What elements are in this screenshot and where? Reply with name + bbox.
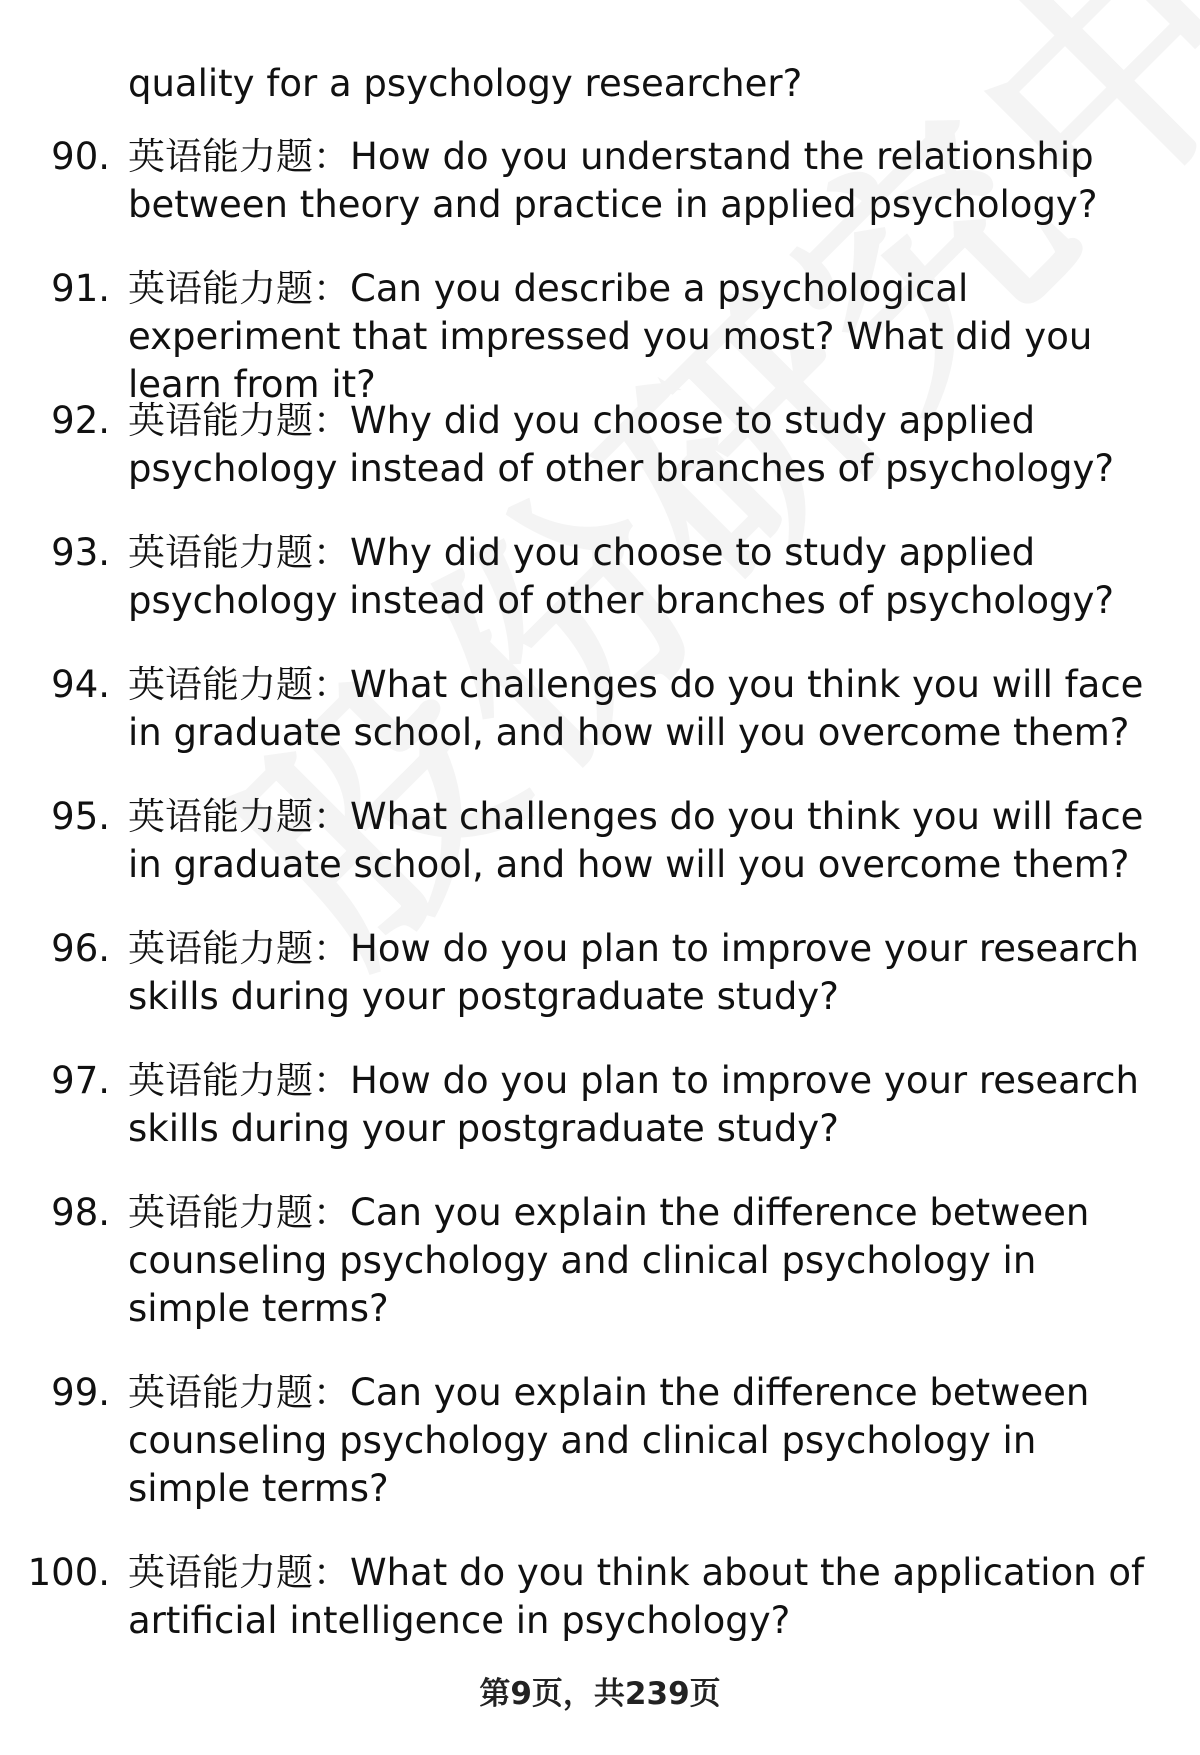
question-label: 英语能力题： — [128, 135, 350, 178]
question-body: What do you think about the application of artificial intelligence in psychology? — [128, 1551, 1145, 1642]
question-number: 90. — [51, 135, 110, 178]
question-body: Can you describe a psychological experiment that impressed you most? What did you learn from it? — [128, 267, 1093, 406]
question-number: 98. — [51, 1191, 110, 1234]
question-number: 95. — [51, 795, 110, 838]
question-text — [128, 1057, 1148, 1153]
question-body: How do you plan to improve your research skills during your postgraduate study? — [128, 1059, 1139, 1150]
question-body: Why did you choose to study applied psychology instead of other branches of psychology? — [128, 399, 1114, 490]
question-body: How do you understand the relationship between theory and practice in applied psychology? — [128, 135, 1098, 226]
question-number: 91. — [51, 267, 110, 310]
question-text — [128, 265, 1148, 409]
question-label: 英语能力题： — [128, 663, 350, 706]
question-body: What challenges do you think you will face in graduate school, and how will you overcome them? — [128, 663, 1144, 754]
question-label: 英语能力题： — [128, 267, 350, 310]
question-number: 99. — [51, 1371, 110, 1414]
question-label: 英语能力题： — [128, 399, 350, 442]
question-body: Can you explain the difference between counseling psychology and clinical psychology in simple terms? — [128, 1371, 1090, 1510]
question-body: How do you plan to improve your research skills during your postgraduate study? — [128, 927, 1139, 1018]
question-body: What challenges do you think you will face in graduate school, and how will you overcome them? — [128, 795, 1144, 886]
question-number: 96. — [51, 927, 110, 970]
continuation-text: quality for a psychology researcher? — [128, 62, 803, 105]
question-text — [128, 1549, 1148, 1645]
question-text — [128, 925, 1148, 1021]
question-body: Can you explain the difference between counseling psychology and clinical psychology in simple terms? — [128, 1191, 1090, 1330]
question-number: 93. — [51, 531, 110, 574]
question-text — [128, 661, 1148, 757]
question-label: 英语能力题： — [128, 531, 350, 574]
question-text — [128, 793, 1148, 889]
question-label: 英语能力题： — [128, 1371, 350, 1414]
question-text — [128, 133, 1148, 229]
question-label: 英语能力题： — [128, 1191, 350, 1234]
question-label: 英语能力题： — [128, 795, 350, 838]
question-text — [128, 529, 1148, 625]
question-text — [128, 1189, 1148, 1333]
page-footer: 第9页，共239页 — [479, 1676, 721, 1712]
question-body: Why did you choose to study applied psychology instead of other branches of psychology? — [128, 531, 1114, 622]
question-text — [128, 1369, 1148, 1513]
question-number: 92. — [51, 399, 110, 442]
question-label: 英语能力题： — [128, 1551, 350, 1594]
question-label: 英语能力题： — [128, 1059, 350, 1102]
question-text — [128, 397, 1148, 493]
question-number: 100. — [27, 1551, 110, 1594]
question-label: 英语能力题： — [128, 927, 350, 970]
question-number: 97. — [51, 1059, 110, 1102]
question-number: 94. — [51, 663, 110, 706]
